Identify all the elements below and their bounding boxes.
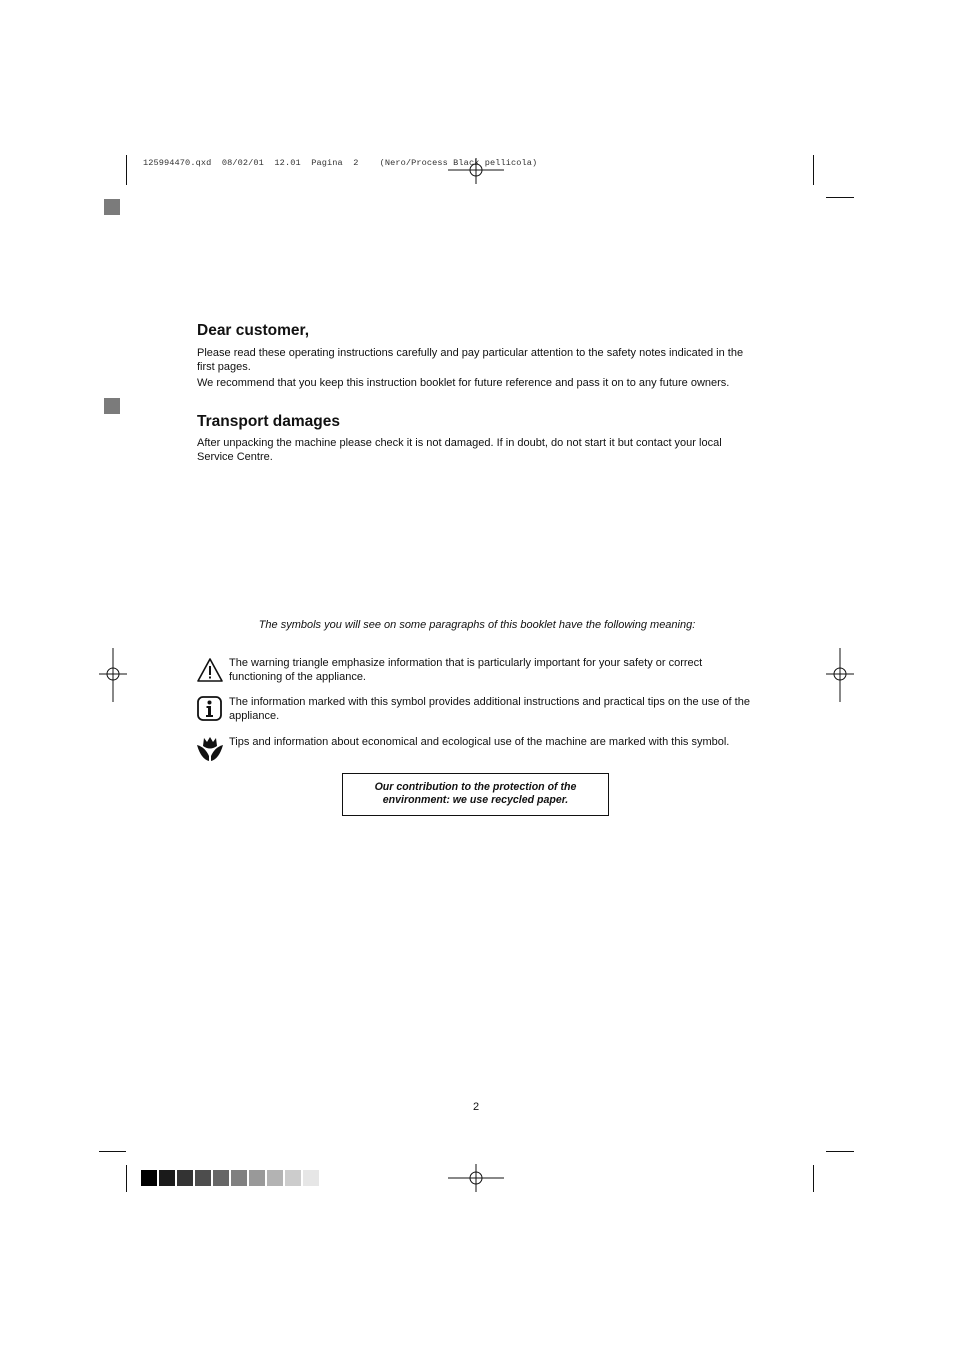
recycled-paper-line-1: Our contribution to the protection of the — [374, 781, 577, 793]
registration-mark-top — [448, 158, 504, 184]
section-title-dear-customer: Dear customer, — [197, 322, 309, 339]
color-swatch — [159, 1170, 175, 1186]
section-title-transport-damages: Transport damages — [197, 413, 340, 430]
color-swatch — [141, 1170, 157, 1186]
transport-paragraph: After unpacking the machine please check it is not damaged. If in doubt, do not start it but contact your local Service Centre. — [197, 437, 722, 463]
section-marker — [104, 398, 120, 414]
color-swatch — [267, 1170, 283, 1186]
info-icon — [196, 696, 224, 722]
color-swatch — [177, 1170, 193, 1186]
symbols-intro: The symbols you will see on some paragraphs of this booklet have the following meaning: — [258, 619, 696, 631]
dear-customer-paragraph-2: We recommend that you keep this instruction booklet for future reference and pass it on to any future owners. — [197, 377, 730, 389]
color-swatch — [195, 1170, 211, 1186]
color-swatch — [213, 1170, 229, 1186]
eco-flower-icon — [196, 736, 224, 762]
color-swatch — [303, 1170, 319, 1186]
section-marker — [104, 199, 120, 215]
dear-customer-paragraph-1: Please read these operating instructions carefully and pay particular attention to the safety notes indicated in the first pages. — [197, 347, 744, 373]
color-swatch — [231, 1170, 247, 1186]
info-symbol-text: The information marked with this symbol provides additional instructions and practical tips on the use of the appliance. — [229, 696, 750, 722]
recycled-paper-line-2: environment: we use recycled paper. — [382, 794, 569, 806]
color-swatch — [249, 1170, 265, 1186]
eco-symbol-text: Tips and information about economical and ecological use of the machine are marked with this symbol. — [229, 736, 730, 748]
recycled-paper-notice — [342, 773, 609, 816]
color-bar — [141, 1170, 319, 1186]
color-swatch — [285, 1170, 301, 1186]
page-number: 2 — [472, 1101, 480, 1113]
print-slug: 125994470.qxd 08/02/01 12.01 Pagina 2 (Nero/Process Black pellicola) — [143, 158, 538, 168]
registration-mark-bottom — [448, 1164, 504, 1192]
warning-triangle-icon — [196, 657, 224, 683]
registration-mark-right — [826, 648, 854, 702]
warning-symbol-text: The warning triangle emphasize information that is particularly important for your safety or correct functioning of the appliance. — [229, 657, 703, 683]
registration-mark-left — [99, 648, 127, 702]
